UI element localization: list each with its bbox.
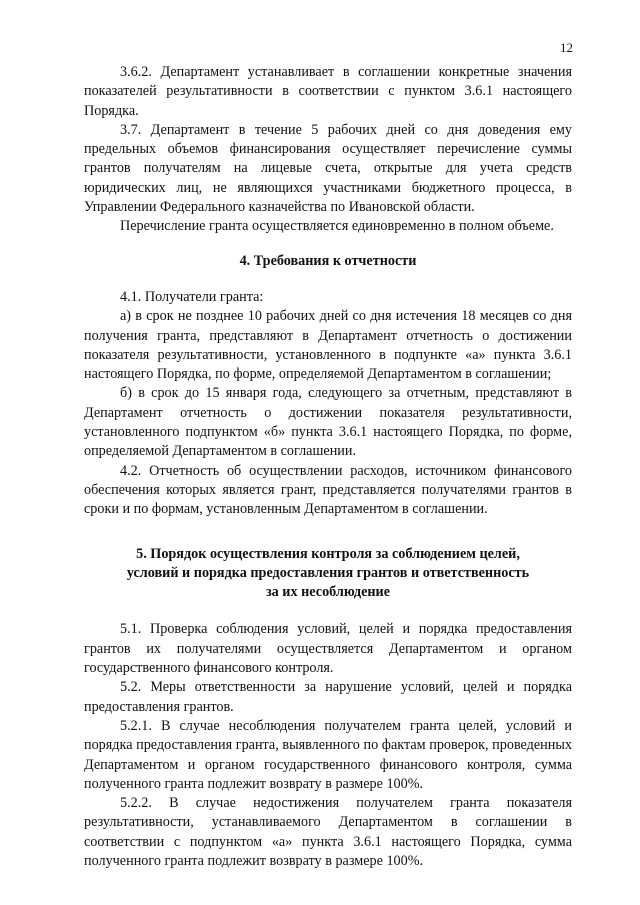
paragraph-grant-transfer: Перечисление гранта осуществляется единовременно в полном объеме. <box>120 218 554 235</box>
paragraph-5-1: 5.1. Проверка соблюдения условий, целей и порядка предоставления грантов их получателями осуществляется Департаментом и органом государственного финансового контроля. <box>84 621 572 677</box>
section-5-heading-line-1: 5. Порядок осуществления контроля за соблюдением целей, <box>136 545 520 562</box>
section-5-heading <box>84 545 572 603</box>
section-5-heading-line-3: за их несоблюдение <box>265 584 391 601</box>
paragraph-5-2-2: 5.2.2. В случае недостижения получателем гранта показателя результативности, устанавливаемого Департаментом в соглашении в соответствии с подпунктом «а» пункта 3.6.1 настоящего Порядка, сумма полученного гранта подлежит возврату в размере 100%. <box>84 795 572 869</box>
section-4-heading: 4. Требования к отчетности <box>239 252 417 269</box>
paragraph-5-2: 5.2. Меры ответственности за нарушение условий, целей и порядка предоставления грантов. <box>84 679 572 715</box>
paragraph-4-1-a: а) в срок не позднее 10 рабочих дней со дня истечения 18 месяцев со дня получения гранта, представляют в Департамент отчетность о достижении показателя результативности, установленного в подпункте «а» пункта 3.6.1 настоящего Порядка, по форме, определяемой Департаментом в соглашении; <box>84 308 572 383</box>
document-body <box>84 63 572 871</box>
section-5-heading-line-2: условий и порядка предоставления грантов и ответственность <box>126 564 530 581</box>
paragraph-4-2: 4.2. Отчетность об осуществлении расходов, источником финансового обеспечения которых является грант, представляется получателями грантов в сроки и по формам, установленным Департаментом в соглашении. <box>84 462 572 518</box>
paragraph-3-6-2: 3.6.2. Департамент устанавливает в соглашении конкретные значения показателей результативности в соответствии с пунктом 3.6.1 настоящего Порядка. <box>84 64 572 119</box>
paragraph-5-2-1: 5.2.1. В случае несоблюдения получателем гранта целей, условий и порядка предоставления гранта, выявленного по фактам проверок, проведенных Департаментом и органом государственного финансового контроля, сумма полученного гранта подлежит возврату в размере 100%. <box>84 717 572 792</box>
paragraph-3-7: 3.7. Департамент в течение 5 рабочих дней со дня доведения ему предельных объемов финансирования осуществляет перечисление суммы грантов получателям на лицевые счета, открытые для учета средств юридических лиц, не являющихся участниками бюджетного процесса, в Управлении Федерального казначейства по Ивановской области. <box>84 121 572 216</box>
paragraph-4-1-b: б) в срок до 15 января года, следующего за отчетным, представляют в Департамент отчетность о достижении показателя результативности, установленного подпунктом «б» пункта 3.6.1 настоящего Порядка, по форме, определяемой Департаментом в соглашении. <box>84 385 572 460</box>
page-number: 12 <box>560 40 573 55</box>
paragraph-4-1: 4.1. Получатели гранта: <box>120 288 264 305</box>
